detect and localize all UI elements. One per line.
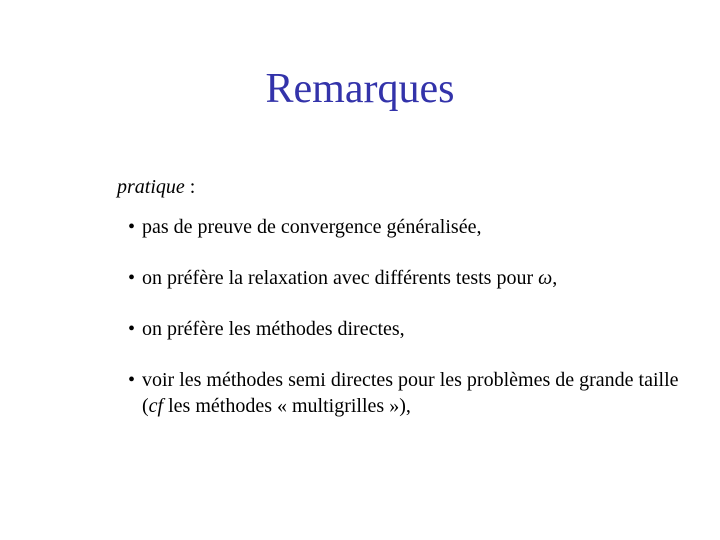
bullet-icon: • [128, 216, 136, 238]
bullet-text: on préfère les méthodes directes, [142, 318, 405, 340]
bullet-icon: • [128, 318, 136, 340]
bullet-item [128, 265, 688, 291]
bullet-text: voir les méthodes semi directes pour les problèmes de grande taille ( [142, 369, 679, 417]
bullet-text-end: , [552, 267, 558, 289]
bullet-list [128, 214, 688, 444]
section-label: pratique [117, 176, 185, 198]
section-heading [117, 174, 195, 200]
slide-title: Remarques [265, 66, 455, 112]
bullet-item [128, 214, 688, 240]
bullet-text: on préfère la relaxation avec différents tests pour [142, 267, 539, 289]
section-suffix: : [184, 176, 196, 198]
bullet-icon: • [128, 267, 136, 289]
bullet-item [128, 316, 688, 342]
bullet-text-end: les méthodes « multigrilles »), [163, 395, 411, 417]
bullet-item [128, 367, 688, 419]
cf-abbreviation: cf [148, 395, 164, 417]
omega-symbol: ω [538, 267, 553, 289]
bullet-icon: • [128, 369, 136, 391]
bullet-text: pas de preuve de convergence généralisée, [142, 216, 482, 238]
